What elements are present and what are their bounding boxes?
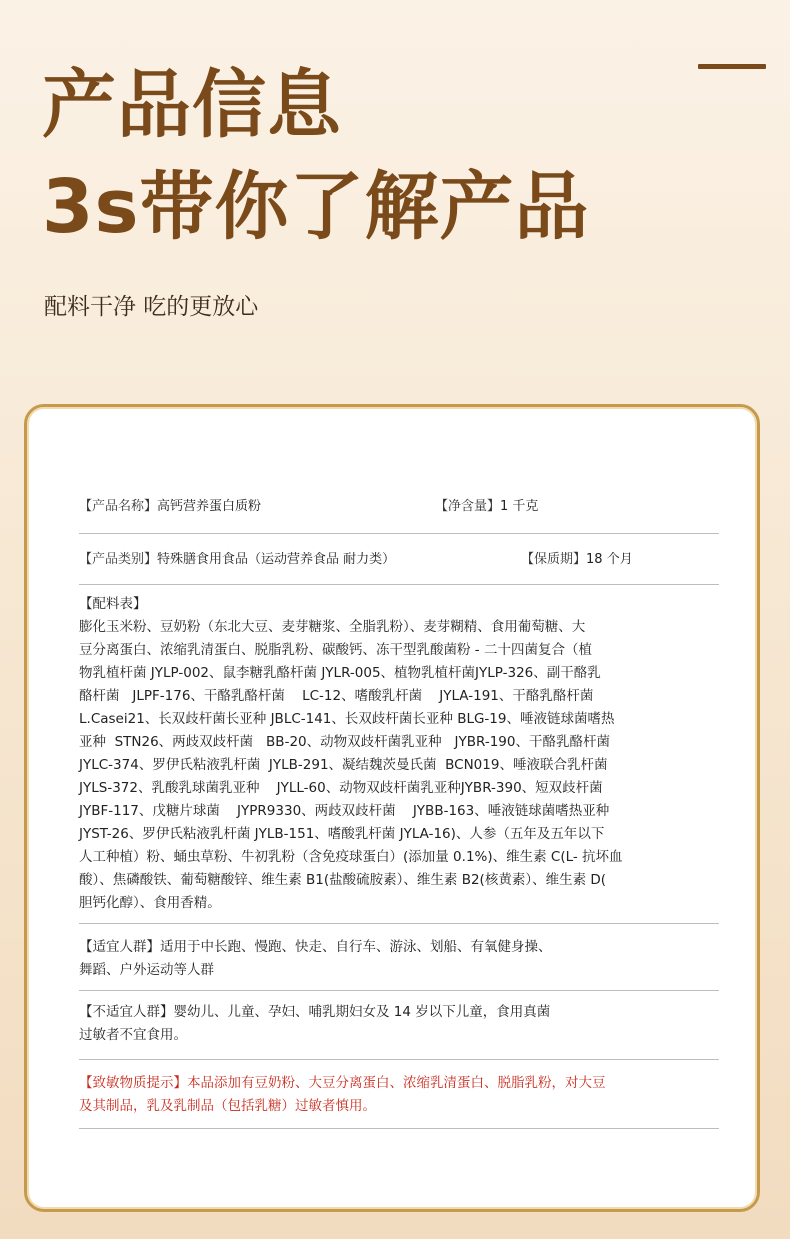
page-subtitle: 配料干净 吃的更放心 [44,294,259,320]
ingredients-line: 物乳植杆菌 JYLP-002、鼠李糖乳酪杆菌 JYLR-005、植物乳植杆菌JYLP-326、副干酪乳 [79,665,601,681]
ingredients-line: JYST-26、罗伊氏粘液乳杆菌 JYLB-151、嗜酸乳杆菌 JYLA-16)、人参（五年及五年以下 [79,826,605,842]
ingredients-label: 【配料表】 [79,596,147,612]
page-title: 产品信息 [42,62,342,148]
product-info-table [79,487,719,1129]
net-content-value: 1 千克 [500,499,539,514]
ingredients-line: 酸）、焦磷酸铁、葡萄糖酸锌、维生素 B1(盐酸硫胺素）、维生素 B2(核黄素）、维生素 D( [79,872,607,888]
product-name-field [79,495,261,514]
info-row-category [79,534,719,585]
shelf-life-value: 18 个月 [586,552,633,567]
ingredients-line: L.Casei21、长双歧杆菌长亚种 JBLC-141、长双歧杆菌长亚种 BLG-19、唾液链球菌嗜热 [79,711,615,727]
suitable-label: 【适宜人群】 [79,939,160,955]
ingredients-line: 人工种植）粉、蛹虫草粉、牛初乳粉（含免疫球蛋白）(添加量 0.1%)、维生素 C(L- 抗坏血 [79,849,623,865]
ingredients-line: JYLS-372、乳酸乳球菌乳亚种 JYLL-60、动物双歧杆菌乳亚种JYBR-390、短双歧杆菌 [79,780,603,796]
shelf-life-field [521,548,633,567]
suitable-line-2: 舞蹈、户外运动等人群 [79,962,214,978]
ingredients-line: 胆钙化醇）、食用香精。 [79,895,221,911]
product-name-value: 高钙营养蛋白质粉 [157,499,262,514]
ingredients-line: JYLC-374、罗伊氏粘液乳杆菌 JYLB-291、凝结魏茨曼氏菌 BCN019、唾液联合乳杆菌 [79,757,608,773]
ingredients-line: JYBF-117、戊糖片球菌 JYPR9330、两歧双歧杆菌 JYBB-163、唾液链球菌嗜热亚种 [79,803,610,819]
unsuitable-line-1 [79,1001,719,1024]
ingredients-line: 豆分离蛋白、浓缩乳清蛋白、脱脂乳粉、碳酸钙、冻干型乳酸菌粉 - 二十四菌复合（植 [79,642,592,658]
unsuitable-label: 【不适宜人群】 [79,1004,174,1020]
category-value: 特殊膳食用食品（运动营养食品 耐力类） [157,552,396,567]
allergen-section [79,1060,719,1129]
allergen-text: 本品添加有豆奶粉、大豆分离蛋白、浓缩乳清蛋白、脱脂乳粉，对大豆 [187,1075,606,1091]
ingredients-section [79,585,719,924]
info-row-name [79,487,719,534]
suitable-line-1 [79,936,719,959]
product-info-card [24,404,760,1212]
category-field [79,548,395,567]
suitable-section [79,924,719,991]
allergen-label: 【致敏物质提示】 [79,1075,187,1091]
unsuitable-text: 婴幼儿、儿童、孕妇、哺乳期妇女及 14 岁以下儿童，食用真菌 [173,1004,551,1020]
shelf-life-label: 【保质期】 [521,552,587,567]
page-title-line2: 3s带你了解产品 [42,164,590,250]
ingredients-line: 酪杆菌 JLPF-176、干酪乳酪杆菌 LC-12、嗜酸乳杆菌 JYLA-191、干酪乳酪杆菌 [79,688,594,704]
category-label: 【产品类别】 [79,552,158,567]
unsuitable-section [79,991,719,1060]
net-content-label: 【净含量】 [435,499,501,514]
decorative-bar [698,64,766,69]
ingredients-line: 膨化玉米粉、豆奶粉（东北大豆、麦芽糖浆、全脂乳粉）、麦芽糊精、食用葡萄糖、大 [79,619,586,635]
suitable-text: 适用于中长跑、慢跑、快走、自行车、游泳、划船、有氧健身操、 [160,939,552,955]
unsuitable-line-2: 过敏者不宜食用。 [79,1027,187,1043]
ingredients-line: 亚种 STN26、两歧双歧杆菌 BB-20、动物双歧杆菌乳亚种 JYBR-190、干酪乳酪杆菌 [79,734,610,750]
net-content-field [435,495,538,514]
product-name-label: 【产品名称】 [79,499,158,514]
allergen-line-1 [79,1072,719,1095]
allergen-line-2: 及其制品，乳及乳制品（包括乳糖）过敏者慎用。 [79,1098,376,1114]
